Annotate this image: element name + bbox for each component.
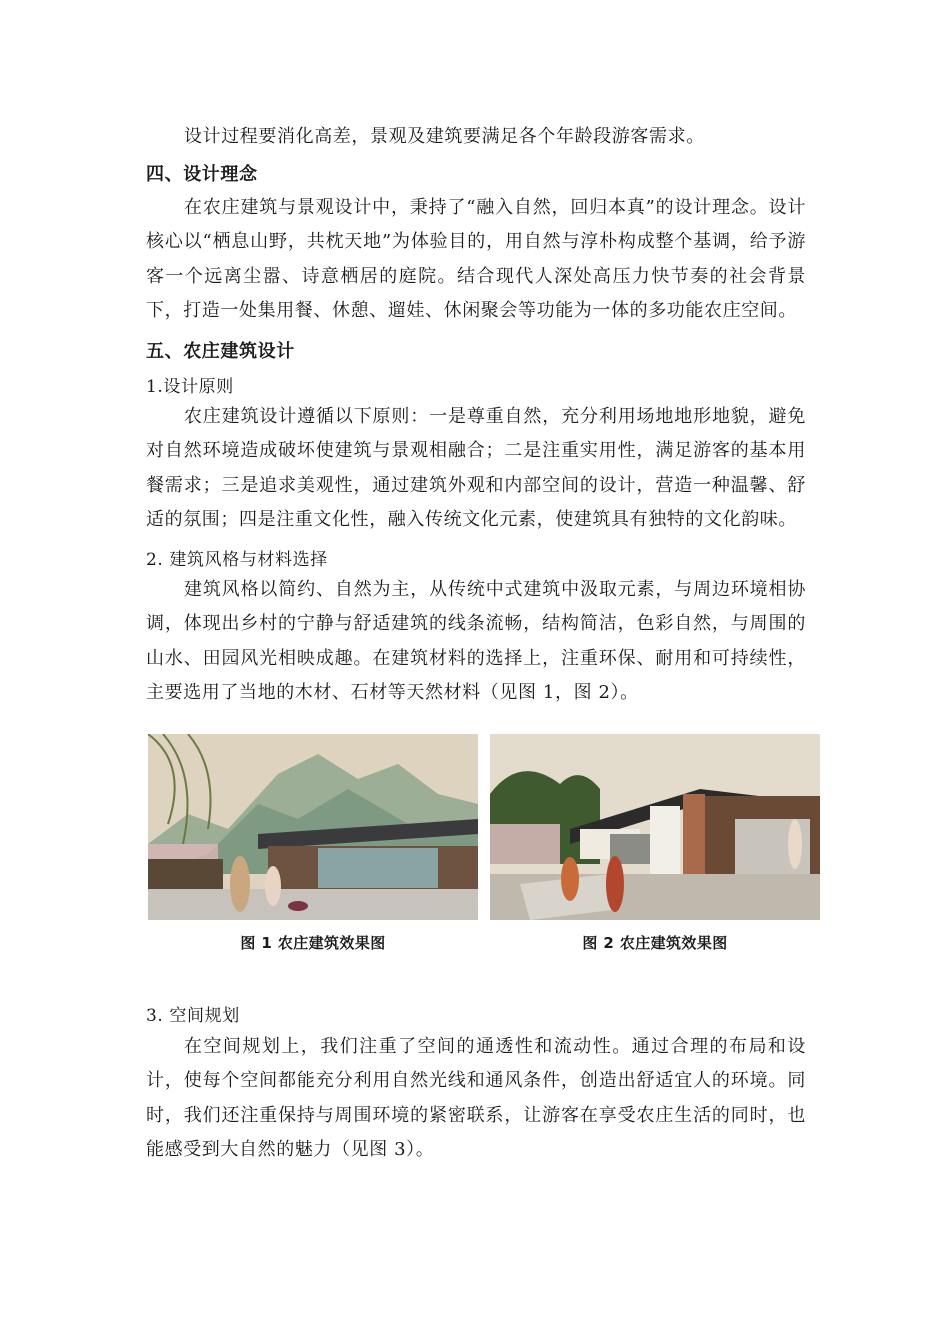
section4-heading: 四、设计理念 — [146, 164, 258, 185]
section4-paragraph: 在农庄建筑与景观设计中，秉持了“融入自然，回归本真”的设计理念。设计核心以“栖息山野，共枕天地”为体验目的，用自然与淳朴构成整个基调，给予游客一个远离尘嚣、诗意栖居的庭院。结合现代人深处高压力快节奏的社会背景下，打造一处集用餐、休憩、遛娃、休闲聚会等功能为一体的多功能农庄空间。 — [146, 197, 806, 321]
figure-2-image — [490, 734, 820, 920]
figure-1-caption: 图 1 农庄建筑效果图 — [240, 934, 386, 952]
intro-line: 设计过程要消化高差，景观及建筑要满足各个年龄段游客需求。 — [184, 126, 705, 147]
sub1-paragraph: 农庄建筑设计遵循以下原则：一是尊重自然，充分利用场地地形地貌，避免对自然环境造成破坏使建筑与景观相融合；二是注重实用性，满足游客的基本用餐需求；三是追求美观性，通过建筑外观和内部空间的设计，营造一种温馨、舒适的氛围；四是注重文化性，融入传统文化元素，使建筑具有独特的文化韵味。 — [146, 406, 806, 530]
figure-1-image — [148, 734, 478, 920]
sub2-title: 2. 建筑风格与材料选择 — [146, 550, 328, 570]
figure-2-caption: 图 2 农庄建筑效果图 — [582, 934, 728, 952]
sub3-paragraph: 在空间规划上，我们注重了空间的通透性和流动性。通过合理的布局和设计，使每个空间都能充分利用自然光线和通风条件，创造出舒适宜人的环境。同时，我们还注重保持与周围环境的紧密联系，让游客在享受农庄生活的同时，也能感受到大自然的魅力（见图 3）。 — [146, 1036, 806, 1160]
sub2-paragraph: 建筑风格以简约、自然为主，从传统中式建筑中汲取元素，与周边环境相协调，体现出乡村的宁静与舒适建筑的线条流畅，结构简洁，色彩自然，与周围的山水、田园风光相映成趣。在建筑材料的选择上，注重环保、耐用和可持续性，主要选用了当地的木材、石材等天然材料（见图 1，图 2）。 — [146, 579, 806, 703]
sub1-title: 1.设计原则 — [146, 377, 234, 397]
sub3-title: 3. 空间规划 — [146, 1006, 240, 1026]
section5-heading: 五、农庄建筑设计 — [146, 341, 295, 362]
